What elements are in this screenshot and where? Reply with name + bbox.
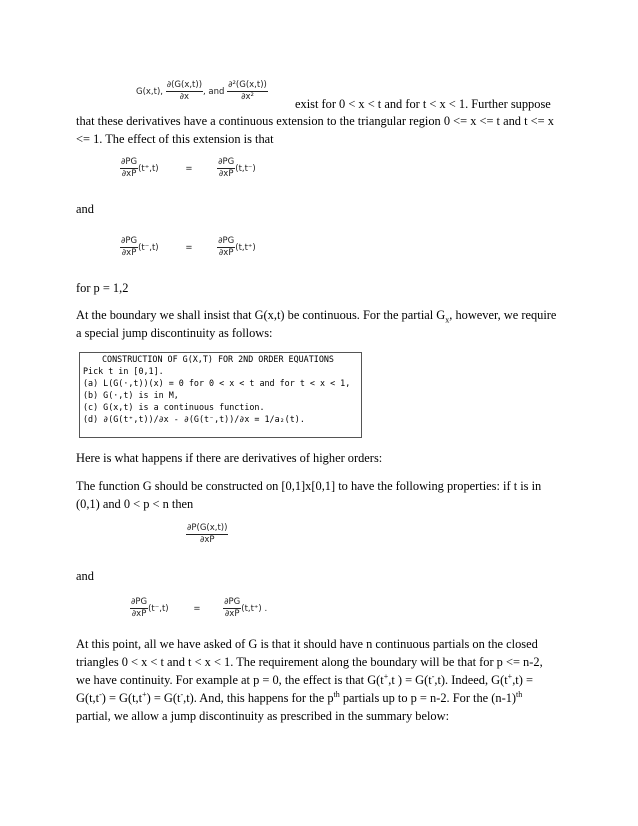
and-2: and bbox=[76, 569, 94, 583]
final-line4: G(t,t-) = G(t,t+) = G(t-,t). And, this happens for the $p^{th}$ partials up to p = n-2. For the $(n-1)^{th}$ bbox=[76, 689, 523, 705]
construction-line: (d) ∂(G(t⁺,t))/∂x - ∂(G(t⁻,t))/∂x = 1/a₂(t). bbox=[83, 414, 305, 424]
final-line2: triangles 0 < x < t and t < x < 1. The requirement along the boundary will be that for p <= n-2, bbox=[76, 655, 543, 669]
intro-line3: <= 1. The effect of this extension is that bbox=[76, 132, 274, 146]
construction-line: (c) G(x,t) is a continuous function. bbox=[83, 402, 265, 412]
eq-d2g-frac: $\frac{\text{∂²(G(x,t))}}{\text{∂x²}}$ bbox=[228, 80, 267, 102]
equation-3: $\frac{\partial P(G(x,t))}{\partial xP}$ bbox=[187, 523, 228, 545]
intro-line2: that these derivatives have a continuous extension to the triangular region 0 <= x <= t and t <= x bbox=[76, 114, 554, 128]
equation-2: $\frac{\partial PG}{\partial xP}$ (t⁻,t) = $\frac{\partial PG}{\partial xP}$ (t,t⁺) bbox=[121, 236, 256, 258]
boundary-line2: a special jump discontinuity as follows: bbox=[76, 326, 273, 340]
equation-4: $\frac{\partial PG}{\partial xP}$ (t⁻,t) = $\frac{\partial PG}{\partial xP}$ (t,t⁺) . bbox=[131, 597, 268, 619]
constructed-line2: (0,1) and 0 < p < n then bbox=[76, 497, 194, 511]
eq-dg-frac: $\frac{\partial(G(x,t))}{\partial x}$ bbox=[166, 80, 203, 102]
equation-1: $\frac{\partial PG}{\partial xP}$ (t⁺,t) = $\frac{\partial PG}{\partial xP}$ (t,t⁻) bbox=[121, 157, 256, 179]
construction-line: (a) L(G(·,t))(x) = 0 for 0 < x < t and for t < x < 1, bbox=[83, 378, 351, 388]
construction-title: CONSTRUCTION OF G(X,T) FOR 2ND ORDER EQUATIONS bbox=[102, 354, 334, 364]
boundary-line1: At the boundary we shall insist that G(x,t) be continuous. For the partial $G_x$, however, we require bbox=[76, 308, 557, 325]
construction-line: Pick t in [0,1]. bbox=[83, 366, 164, 376]
and-1: and bbox=[76, 202, 94, 216]
final-line3: we have continuity. For example at p = 0, the effect is that G(t+,t ) = G(t-,t). Indeed, G(t+,t) = bbox=[76, 671, 533, 687]
higher-orders-text: Here is what happens if there are derivatives of higher orders: bbox=[76, 451, 383, 465]
construction-box bbox=[79, 352, 362, 438]
final-line5: partial, we allow a jump discontinuity as prescribed in the summary below: bbox=[76, 709, 450, 723]
intro-equation bbox=[136, 80, 268, 103]
eq-g: G(x,t), bbox=[136, 87, 163, 97]
for-p: for p = 1,2 bbox=[76, 281, 129, 295]
constructed-line1: The function G should be constructed on [0,1]x[0,1] to have the following properties: if t is in bbox=[76, 479, 542, 493]
construction-line: (b) G(·,t) is in M, bbox=[83, 390, 179, 400]
intro-line1: exist for 0 < x < t and for t < x < 1. Further suppose bbox=[295, 97, 551, 111]
final-line1: At this point, all we have asked of G is that it should have n continuous partials on the closed bbox=[76, 637, 538, 651]
eq-and: , and bbox=[203, 87, 225, 97]
